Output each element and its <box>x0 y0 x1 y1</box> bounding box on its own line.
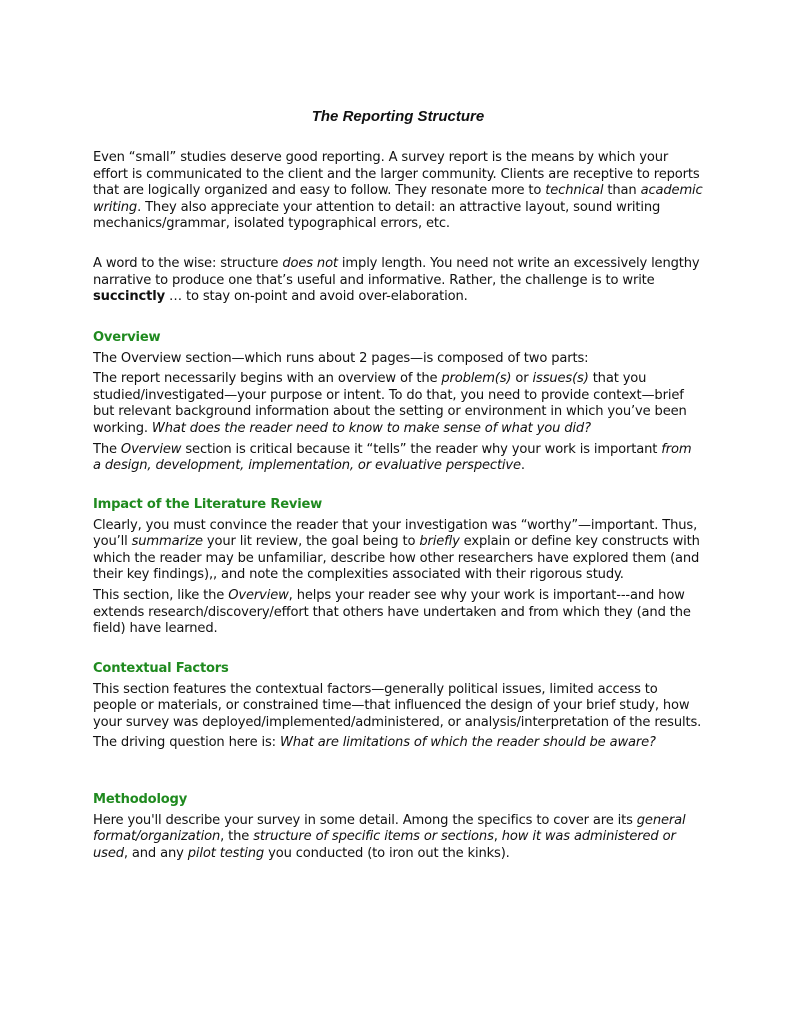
text: . <box>520 458 525 474</box>
emphasis: general format/organization <box>93 812 686 845</box>
document-title: The Reporting Structure <box>311 108 485 125</box>
text: or <box>511 371 533 387</box>
text: Even “small” studies deserve good reporting. A survey report is the means by which your effort is communicated to the client and the larger community. Clients are receptive to reports that are logically organized and easy to follow. They resonate more to <box>93 150 700 199</box>
overview-paragraph-3 <box>93 442 703 475</box>
overview-paragraph-1: The Overview section—which runs about 2 pages—is composed of two parts: <box>93 350 589 366</box>
methodology-paragraph-1 <box>93 813 703 863</box>
text: explain or define key constructs with which the reader may be unfamiliar, describe how other researchers have explored them (and their key findings),, and note the complexities associated with their rigorous study. <box>93 534 700 583</box>
contextual-paragraph-1: This section features the contextual factors—generally political issues, limited access to people or materials, or constrained time—that influenced the design of your brief study, how your survey was deployed/implemented/administered, or analysis/interpretation of the results. <box>93 681 702 730</box>
emphasis: pilot testing <box>187 845 265 861</box>
emphasis: Overview <box>120 441 182 457</box>
emphasis: structure of specific items or sections <box>253 829 494 845</box>
text: imply length. You need not write an excessively lengthy narrative to produce one that’s useful and informative. Rather, the challenge is to write <box>93 256 700 288</box>
text: you conducted (to iron out the kinks). <box>264 845 510 861</box>
text: . They also appreciate your attention to detail: an attractive layout, sound writing mechanics/grammar, isolated typographical errors, etc. <box>93 199 661 232</box>
section-heading-methodology: Methodology <box>93 792 188 807</box>
section-heading-contextual-factors: Contextual Factors <box>93 661 229 676</box>
emphasis: from a design, development, implementation, or evaluative perspective <box>93 441 692 474</box>
section-literature-review <box>93 497 703 638</box>
emphasis: briefly <box>419 534 460 550</box>
text: Here you'll describe your survey in some detail. Among the specifics to cover are its <box>93 812 637 828</box>
literature-paragraph-2 <box>93 588 703 638</box>
emphasis: What does the reader need to know to make sense of what you did? <box>151 420 591 436</box>
text: A word to the wise: structure <box>93 256 283 271</box>
emphasis: problem(s) <box>441 371 512 387</box>
text: , helps your reader see why your work is important---and how extends research/discovery/effort that others have undertaken and from which they (and the field) have learned. <box>93 587 691 637</box>
text: The <box>93 441 121 457</box>
section-heading-literature-review: Impact of the Literature Review <box>93 497 323 512</box>
text: The driving question here is: <box>93 735 280 751</box>
section-contextual-factors <box>93 661 703 752</box>
text: This section, like the <box>93 587 229 603</box>
text: , the <box>220 829 254 845</box>
strong-text: succinctly <box>93 289 165 305</box>
text: your lit review, the goal being to <box>202 534 420 550</box>
section-overview <box>93 330 703 475</box>
text: … to stay on-point and avoid over-elaboration. <box>165 289 468 305</box>
text: that you studied/investigated—your purpose or intent. To do that, you need to provide context—brief but relevant background information about the setting or environment in which you’ve been working. <box>93 371 687 436</box>
intro-paragraph-2 <box>93 256 703 306</box>
emphasis: technical <box>545 183 604 199</box>
text: , <box>493 829 502 845</box>
emphasis: summarize <box>131 534 203 550</box>
literature-paragraph-1 <box>93 518 703 584</box>
text: section is critical because it “tells” the reader why your work is important <box>181 441 662 457</box>
overview-paragraph-2 <box>93 371 703 437</box>
emphasis: does not <box>282 256 338 271</box>
text: , and any <box>123 845 188 861</box>
emphasis: Overview <box>228 587 289 603</box>
text: than <box>603 183 641 199</box>
text: Clearly, you must convince the reader that your investigation was “worthy”—important. Thus, you’ll <box>93 517 698 550</box>
emphasis: how it was administered or used <box>93 829 676 861</box>
emphasis: academic writing <box>93 183 703 215</box>
emphasis: What are limitations of which the reader should be aware? <box>279 735 656 751</box>
section-heading-overview: Overview <box>93 330 161 345</box>
section-methodology <box>93 792 703 862</box>
contextual-paragraph-2 <box>93 735 703 752</box>
text: The report necessarily begins with an overview of the <box>93 371 442 387</box>
intro-paragraph-1 <box>93 150 703 233</box>
emphasis: issues(s) <box>532 371 589 387</box>
